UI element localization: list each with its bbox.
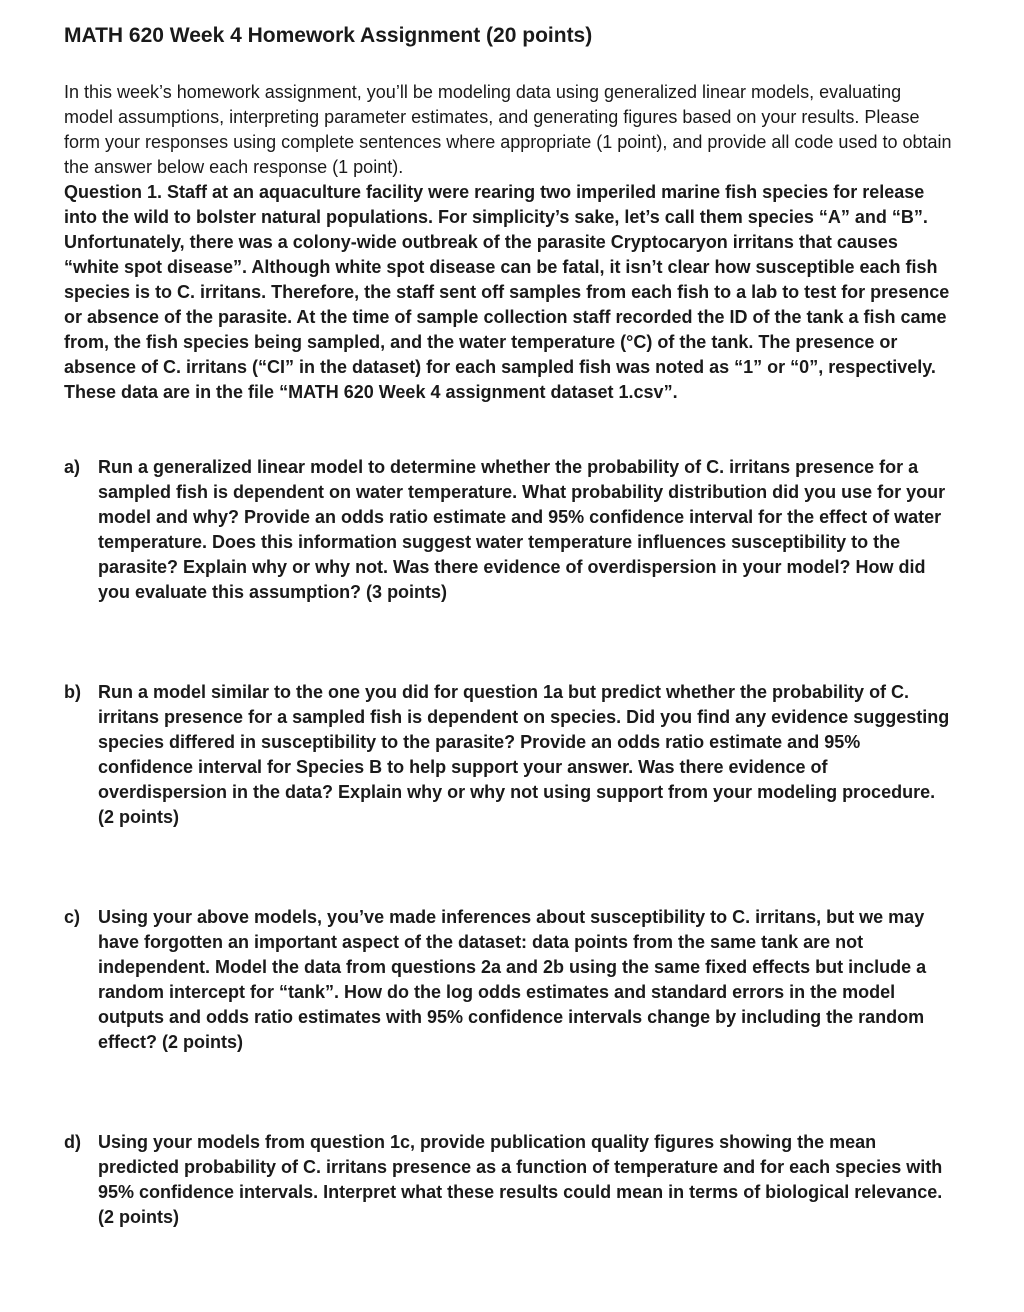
page-title: MATH 620 Week 4 Homework Assignment (20 points) xyxy=(64,24,593,47)
part-label: b) xyxy=(64,682,81,702)
part-text: Run a generalized linear model to determine whether the probability of C. irritans presence for a sampled fish is dependent on water temperature. What probability distribution did you use for your model and why? Provide an odds ratio estimate and 95% confidence interval for the effect of water temperature. Does this information suggest water temperature influences susceptibility to the parasite? Explain why or why not. Was there evidence of overdispersion in your model? How did you evaluate this assumption? (3 points) xyxy=(98,457,946,602)
intro-paragraph: In this week’s homework assignment, you’ll be modeling data using generalized linear models, evaluating model assumptions, interpreting parameter estimates, and generating figures based on your results. Please form your responses using complete sentences where appropriate (1 point), and provide all code used to obtain the answer below each response (1 point). xyxy=(64,82,952,177)
part-label: d) xyxy=(64,1132,81,1152)
part-text: Using your above models, you’ve made inferences about susceptibility to C. irritans, but we may have forgotten an important aspect of the dataset: data points from the same tank are not independent. Model the data from questions 2a and 2b using the same fixed effects but include a random intercept for “tank”. How do the log odds estimates and standard errors in the model outputs and odds ratio estimates with 95% confidence intervals change by including the random effect? (2 points) xyxy=(98,907,927,1052)
question-part-c xyxy=(64,905,956,1055)
part-label: c) xyxy=(64,907,81,927)
part-text: Run a model similar to the one you did for question 1a but predict whether the probability of C. irritans presence for a sampled fish is dependent on species. Did you find any evidence suggesting species differed in susceptibility to the parasite? Provide an odds ratio estimate and 95% confidence interval for Species B to help support your answer. Was there evidence of overdispersion in the data? Explain why or why not using support from your modeling procedure. (2 points) xyxy=(98,682,950,827)
question-part-b xyxy=(64,680,956,830)
part-label: a) xyxy=(64,457,81,477)
question-part-d xyxy=(64,1130,956,1230)
part-text: Using your models from question 1c, provide publication quality figures showing the mean predicted probability of C. irritans presence as a function of temperature and for each species with 95% confidence intervals. Interpret what these results could mean in terms of biological relevance. (2 points) xyxy=(98,1132,943,1227)
question-part-a xyxy=(64,455,956,605)
question-1: Question 1. Staff at an aquaculture facility were rearing two imperiled marine fish species for release into the wild to bolster natural populations. For simplicity’s sake, let’s call them species “A” and “B”. Unfortunately, there was a colony-wide outbreak of the parasite Cryptocaryon irritans that causes “white spot disease”. Although white spot disease can be fatal, it isn’t clear how susceptible each fish species is to C. irritans. Therefore, the staff sent off samples from each fish to a lab to test for presence or absence of the parasite. At the time of sample collection staff recorded the ID of the tank a fish came from, the fish species being sampled, and the water temperature (°C) of the tank. The presence or absence of C. irritans (“CI” in the dataset) for each sampled fish was noted as “1” or “0”, respectively. These data are in the file “MATH 620 Week 4 assignment dataset 1.csv”. xyxy=(64,182,950,402)
